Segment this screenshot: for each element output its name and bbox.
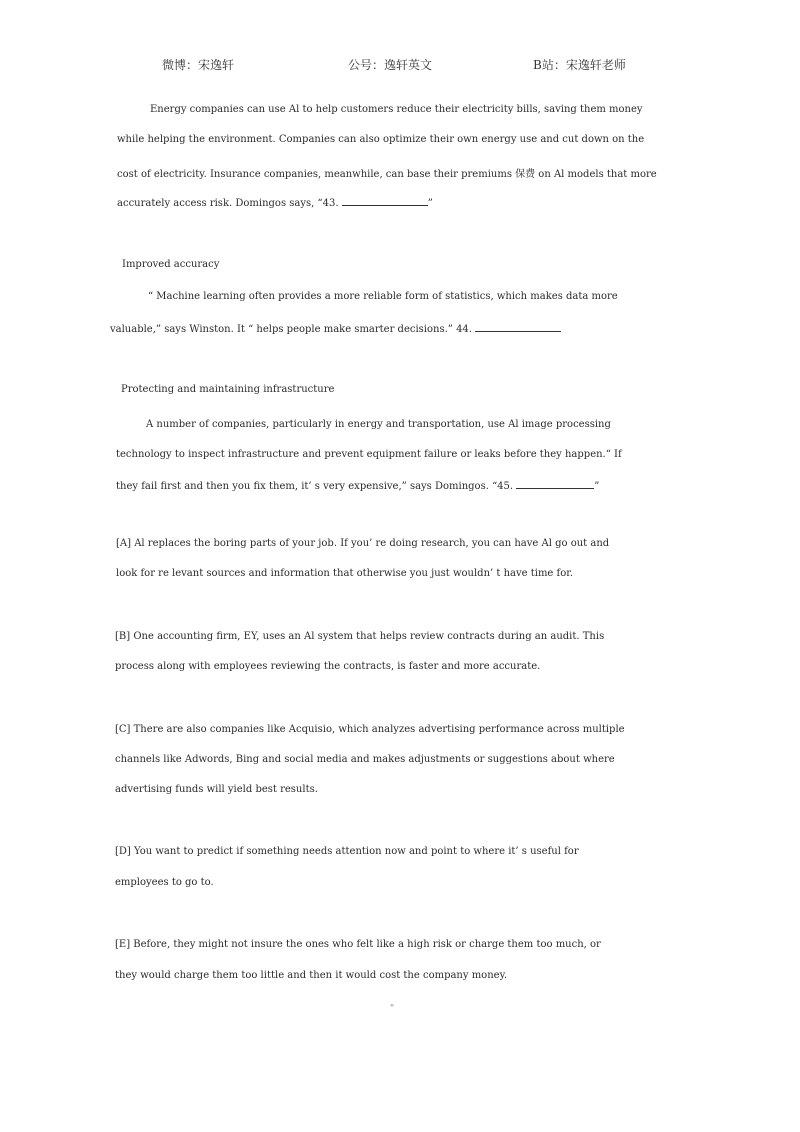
text-line: cost of electricity. Insurance companies, meanwhile, can base their premiums 保费 on Al models that more bbox=[117, 169, 657, 180]
text-segment: ” bbox=[427, 198, 433, 209]
text-line: technology to inspect infrastructure and prevent equipment failure or leaks before they happen.“ If bbox=[116, 449, 622, 460]
section-heading: Improved accuracy bbox=[122, 259, 220, 270]
text-line: process along with employees reviewing the contracts, is faster and more accurate. bbox=[115, 661, 541, 672]
answer-blank-43[interactable] bbox=[342, 196, 428, 206]
text-line: A number of companies, particularly in energy and transportation, use Al image processing bbox=[146, 419, 611, 430]
section-heading: Protecting and maintaining infrastructure bbox=[121, 384, 335, 395]
text-segment: valuable,” says Winston. It “ helps people make smarter decisions.” 44. bbox=[110, 324, 472, 335]
text-line: [D] You want to predict if something needs attention now and point to where it’ s useful for bbox=[115, 846, 579, 857]
text-line: [A] Al replaces the boring parts of your job. If you’ re doing research, you can have Al go out and bbox=[116, 538, 610, 549]
text-line: [E] Before, they might not insure the ones who felt like a high risk or charge them too much, or bbox=[115, 939, 601, 950]
text-line bbox=[117, 196, 433, 209]
text-segment: they fail first and then you fix them, it’ s very expensive,” says Domingos. “45. bbox=[116, 481, 514, 492]
text-line: they would charge them too little and then it would cost the company money. bbox=[115, 970, 508, 981]
header-weibo: 微博：宋逸轩 bbox=[162, 58, 235, 72]
text-line bbox=[110, 322, 561, 335]
footer-mark: " bbox=[390, 1004, 395, 1014]
text-line: [B] One accounting firm, EY, uses an Al system that helps review contracts during an audit. This bbox=[115, 631, 605, 642]
text-line: look for re levant sources and information that otherwise you just wouldn’ t have time for. bbox=[116, 568, 574, 579]
text-line: “ Machine learning often provides a more reliable form of statistics, which makes data more bbox=[148, 291, 618, 302]
text-line: Energy companies can use Al to help customers reduce their electricity bills, saving them money bbox=[150, 104, 643, 115]
text-line: [C] There are also companies like Acquisio, which analyzes advertising performance across multiple bbox=[115, 724, 625, 735]
text-line: channels like Adwords, Bing and social media and makes adjustments or suggestions about where bbox=[115, 754, 615, 765]
header-gongzhonghao: 公号：逸轩英文 bbox=[348, 58, 433, 72]
text-line bbox=[116, 479, 599, 492]
text-line: advertising funds will yield best results. bbox=[115, 784, 318, 795]
text-line: employees to go to. bbox=[115, 877, 214, 888]
answer-blank-44[interactable] bbox=[475, 322, 561, 332]
text-segment: ” bbox=[594, 481, 600, 492]
answer-blank-45[interactable] bbox=[516, 479, 594, 489]
text-segment: accurately access risk. Domingos says, “43. bbox=[117, 198, 339, 209]
text-line: while helping the environment. Companies can also optimize their own energy use and cut down on the bbox=[117, 134, 645, 145]
header-bilibili: B站：宋逸轩老师 bbox=[533, 58, 626, 72]
